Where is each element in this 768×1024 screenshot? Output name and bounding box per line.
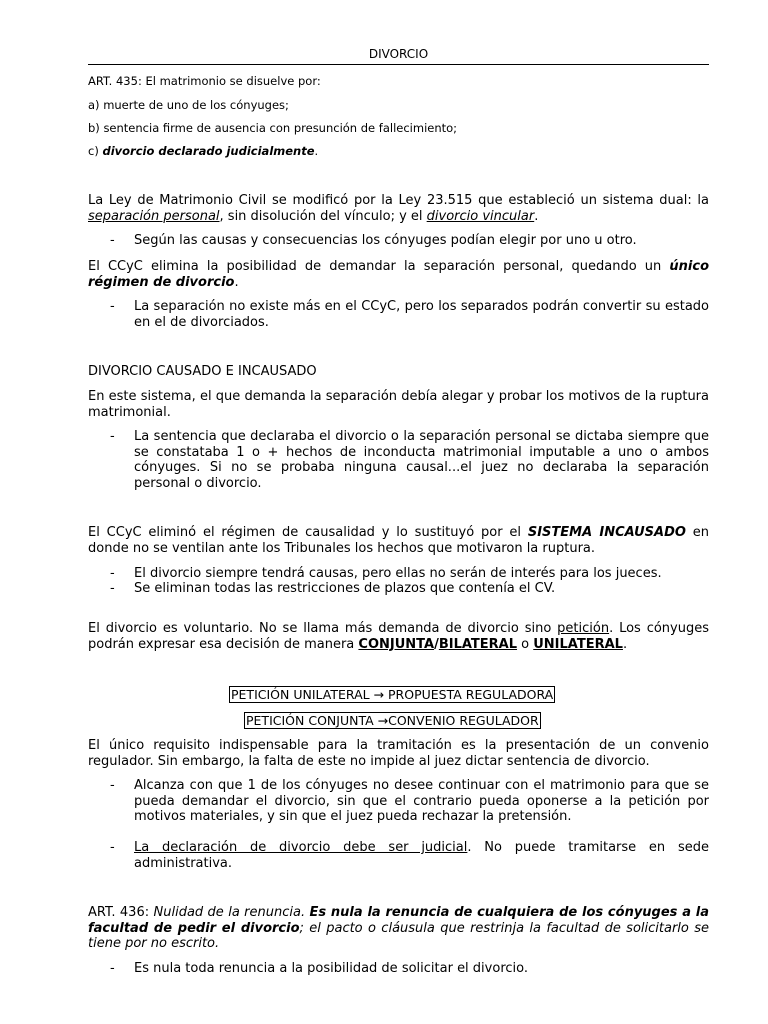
bullet-dash: - — [110, 581, 115, 596]
bullet-dash: - — [110, 299, 115, 314]
bullet-text: Se eliminan todas las restricciones de plazos que contenía el CV. — [134, 581, 556, 596]
ccyc2-text-2: en donde no se ventilan ante los Tribunales los hechos que motivaron la ruptura. — [88, 525, 709, 556]
ley-text-2: , sin disolución del vínculo; y el — [219, 208, 427, 224]
divorcio-vincular-term: divorcio vincular — [426, 208, 535, 224]
bullet-text: Según las causas y consecuencias los cónyuges podían elegir por uno u otro. — [134, 233, 637, 248]
peticion-unilateral-box: PETICIÓN UNILATERAL → PROPUESTA REGULADORA — [231, 687, 554, 702]
declaracion-judicial-term: La declaración de divorcio debe ser judicial — [134, 840, 468, 855]
bullet-dash: - — [110, 840, 115, 855]
ley-text-1: La Ley de Matrimonio Civil se modificó por la Ley 23.515 que estableció un sistema dual: la — [88, 193, 709, 208]
separacion-personal-term: separación personal — [88, 208, 220, 224]
bullet-text: Alcanza con que 1 de los cónyuges no desee continuar con el matrimonio para que se pueda demandar el divorcio, sin que el contrario pueda oponerse a la petición por motivos materiales, y sin que el juez pueda rechazar la pretensión. — [134, 778, 709, 824]
peticion-conjunta-box: PETICIÓN CONJUNTA →CONVENIO REGULADOR — [246, 713, 539, 728]
page-header-title: DIVORCIO — [368, 47, 429, 61]
art435-item-c — [88, 144, 709, 158]
art435-c-suffix: . — [314, 144, 319, 158]
declaracion-rest: . No puede tramitarse en sede administrativa. — [134, 840, 709, 871]
voluntario-text-3: . — [622, 636, 628, 652]
bullet-dash: - — [110, 429, 115, 444]
sistema-paragraph: En este sistema, el que demanda la separación debía alegar y probar los motivos de la ruptura matrimonial. — [88, 389, 709, 420]
art435-intro: ART. 435: El matrimonio se disuelve por: — [88, 74, 321, 88]
sistema-incausado-term: SISTEMA INCAUSADO — [527, 525, 686, 540]
voluntario-o: o — [517, 636, 534, 652]
ley-text-3: . — [534, 208, 539, 224]
ccyc-incausado-paragraph — [88, 525, 709, 556]
bilateral-term: BILATERAL — [438, 636, 518, 652]
requisito-paragraph: El único requisito indispensable para la tramitación es la presentación de un convenio regulador. Sin embargo, la falta de este no impide al juez dictar sentencia de divorcio. — [88, 738, 709, 769]
conjunta-term: CONJUNTA — [358, 636, 435, 652]
art436-paragraph — [88, 905, 709, 952]
voluntario-text-2: . Los cónyuges podrán expresar esa decisión de manera — [88, 621, 710, 652]
art436-bold-text: Es nula la renuncia de cualquiera de los cónyuges a la facultad de pedir el divorcio — [88, 905, 709, 936]
voluntario-text-1: El divorcio es voluntario. No se llama más demanda de divorcio sino — [88, 621, 558, 636]
section-heading-causado: DIVORCIO CAUSADO E INCAUSADO — [88, 364, 317, 379]
bullet-text — [134, 840, 709, 871]
art435-c-bold: divorcio declarado judicialmente — [102, 144, 315, 158]
art435-c-prefix: c) — [88, 144, 103, 158]
ccyc1-text-2: . — [234, 274, 239, 290]
bullet-text: Es nula toda renuncia a la posibilidad de solicitar el divorcio. — [134, 961, 528, 976]
voluntario-paragraph — [88, 621, 709, 652]
art435-item-b: b) sentencia firme de ausencia con presunción de fallecimiento; — [88, 121, 458, 135]
bullet-dash: - — [110, 778, 115, 793]
ley-paragraph — [88, 193, 709, 224]
nulidad-renuncia-title: Nulidad de la renuncia. — [153, 905, 306, 920]
bullet-dash: - — [110, 233, 115, 248]
unilateral-term: UNILATERAL — [533, 636, 623, 652]
bullet-text: La sentencia que declaraba el divorcio o la separación personal se dictaba siempre que se constataba 1 o + hechos de inconducta matrimonial imputable a uno o ambos cónyuges. Si no se probaba ninguna causal...el juez no declaraba la separación personal o divorcio. — [134, 429, 709, 491]
bullet-text: La separación no existe más en el CCyC, pero los separados podrán convertir su estado en el de divorciados. — [134, 299, 709, 330]
header-rule — [88, 64, 709, 65]
bullet-dash: - — [110, 961, 115, 976]
art435-item-a: a) muerte de uno de los cónyuges; — [88, 98, 289, 112]
bullet-dash: - — [110, 566, 115, 581]
ccyc2-text-1: El CCyC eliminó el régimen de causalidad y lo sustituyó por el — [88, 525, 528, 540]
unico-regimen-term: único régimen de divorcio — [88, 259, 709, 290]
ccyc1-text-1: El CCyC elimina la posibilidad de demandar la separación personal, quedando un — [88, 259, 670, 274]
peticion-term: petición — [557, 621, 610, 636]
bullet-text: El divorcio siempre tendrá causas, pero ellas no serán de interés para los jueces. — [134, 566, 662, 581]
ccyc-elimina-paragraph — [88, 259, 709, 290]
art436-label: ART. 436: — [88, 905, 154, 920]
art436-italic-text: ; el pacto o cláusula que restrinja la facultad de solicitarlo se tiene por no escrito. — [88, 920, 709, 951]
slash-separator: / — [434, 636, 439, 652]
